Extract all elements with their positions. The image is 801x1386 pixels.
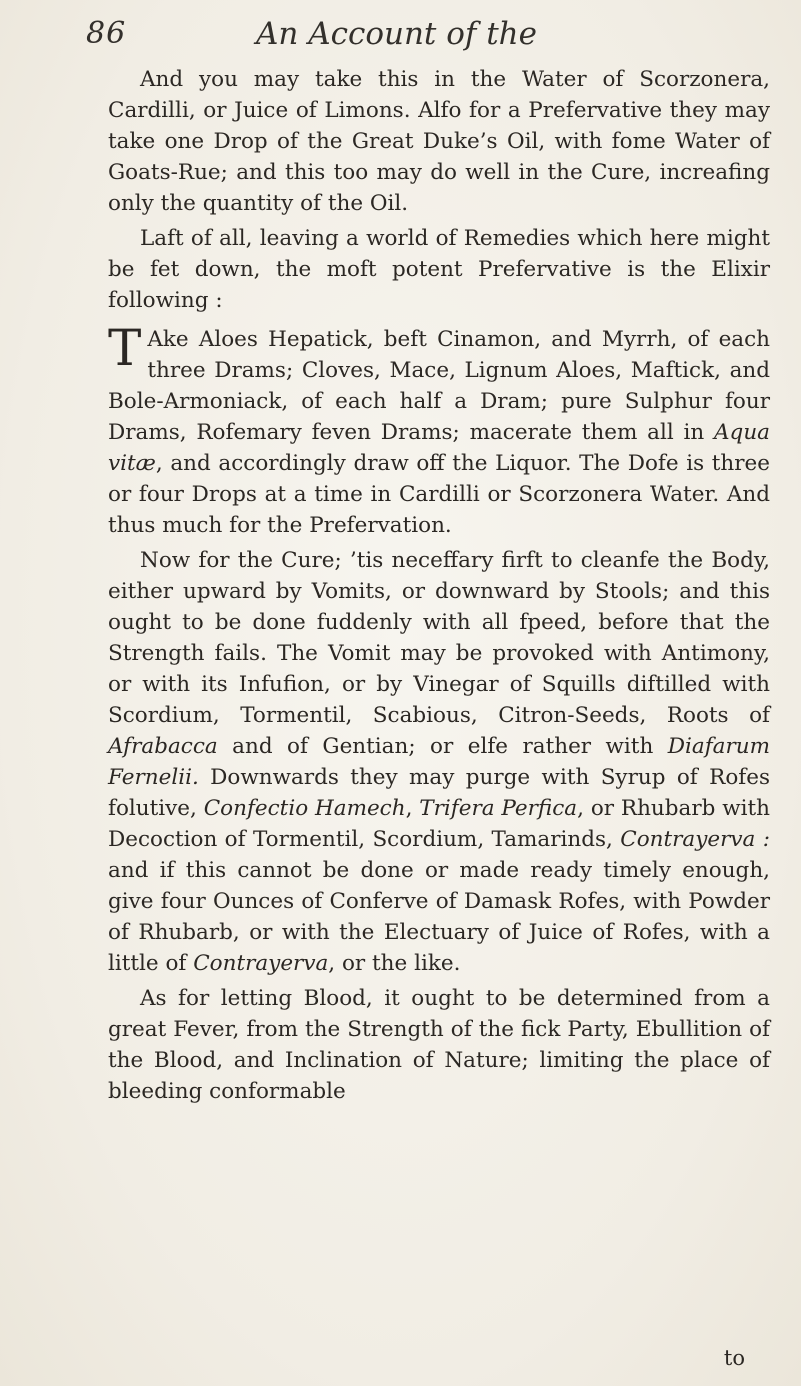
drop-cap: T xyxy=(108,319,142,377)
cure-italic-trifera: Trifera Perfica xyxy=(419,796,578,821)
cure-italic-contrayerva-1: Contrayerva : xyxy=(620,827,770,852)
cure-italic-afrabacca: Afrabacca xyxy=(108,734,218,759)
cure-text-3: Downwards they may purge with Syrup of Rofes folutive, xyxy=(108,765,770,821)
cure-italic-diafarum: Diafarum Fernelii. xyxy=(108,734,770,790)
cure-text-1: Now for the Cure; ’tis neceffary firft to cleanfe the Body, either upward by Vomits, or downward by Stools; and this ought to be done fuddenly with all fpeed, before that the Strength fails. The Vomit may be provoked with Antimony, or with its Infufion, or by Vinegar of Squills diftilled with Scordium, Tormentil, Scabious, Citron-Seeds, Roots of xyxy=(108,548,770,728)
paragraph-scorzonera: And you may take this in the Water of Scorzonera, Cardilli, or Juice of Limons. Alfo for a Prefervative they may take one Drop of the Great Duke’s Oil, with fome Water of Goats-Rue; and this too may do well in the Cure, increafing only the quantity of the Oil. xyxy=(108,67,770,216)
running-head: An Account of the xyxy=(256,16,537,52)
page-header xyxy=(86,10,776,62)
cure-italic-contrayerva-2: Contrayerva xyxy=(193,951,329,976)
cure-text-7: , or the like. xyxy=(328,951,461,976)
body-text xyxy=(108,64,770,1107)
catchword: to xyxy=(723,1346,745,1370)
elixir-recipe xyxy=(108,319,770,541)
cure-text-2: and of Gentian; or elfe rather with xyxy=(217,734,668,759)
paragraph-elixir-intro: Laft of all, leaving a world of Remedies which here might be fet down, the moft potent Prefervative is the Elixir following : xyxy=(108,226,770,313)
cure-text-4: , xyxy=(405,796,420,821)
cure-text-5: , or Rhubarb with Decoction of Tormentil, Scordium, Tamarinds, xyxy=(108,796,771,852)
cure-text-6: and if this cannot be done or made ready timely enough, give four Ounces of Conferve of Damask Rofes, with Powder of Rhubarb, or with the Electuary of Juice of Rofes, with a little of xyxy=(108,858,770,976)
aqua-vitae: Aqua vitæ xyxy=(108,420,770,476)
recipe-text-after: , and accordingly draw off the Liquor. The Dofe is three or four Drops at a time in Cardilli or Scorzonera Water. And thus much for the Prefervation. xyxy=(108,451,770,538)
paragraph-bloodletting: As for letting Blood, it ought to be determined from a great Fever, from the Strength of the fick Party, Ebullition of the Blood, and Inclination of Nature; limiting the place of bleeding conformable xyxy=(108,986,770,1104)
recipe-text: Ake Aloes Hepatick, beft Cinamon, and Myrrh, of each three Drams; Cloves, Mace, Lignum Aloes, Maftick, and Bole-Armoniack, of each half a Dram; pure Sulphur four Drams, Rofemary feven Drams; macerate them all in xyxy=(108,327,770,445)
paragraph-cure xyxy=(108,545,770,979)
cure-italic-confectio: Confectio Hamech xyxy=(203,796,406,821)
page-number: 86 xyxy=(86,16,127,51)
